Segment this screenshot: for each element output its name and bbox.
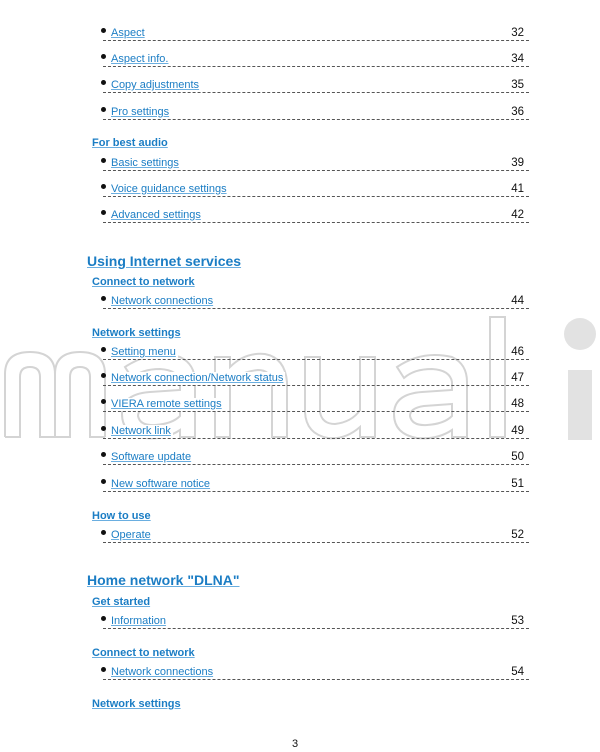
- bullet-icon: [101, 479, 106, 484]
- dotted-leader: [103, 92, 529, 93]
- toc-entry-link[interactable]: Information: [111, 615, 167, 627]
- dotted-leader: [103, 542, 529, 543]
- dotted-leader: [103, 438, 529, 439]
- section-heading-link[interactable]: Home network "DLNA": [87, 572, 240, 588]
- dotted-leader: [103, 491, 529, 492]
- toc-entry[interactable]: [101, 106, 529, 122]
- toc-entry-link[interactable]: Basic settings: [111, 157, 179, 169]
- toc-entry-page: 32: [511, 27, 524, 39]
- toc-entry-page: 54: [511, 666, 524, 678]
- toc-entry-page: 44: [511, 295, 524, 307]
- dotted-leader: [103, 679, 529, 680]
- bullet-icon: [101, 28, 106, 33]
- toc-entry[interactable]: [101, 425, 529, 441]
- toc-entry-link[interactable]: Aspect: [111, 27, 145, 39]
- toc-entry[interactable]: [101, 157, 529, 173]
- toc-entry-link[interactable]: VIERA remote settings: [111, 398, 222, 410]
- bullet-icon: [101, 667, 106, 672]
- dotted-leader: [103, 385, 529, 386]
- toc-entry-page: 41: [511, 183, 524, 195]
- toc-entry-link[interactable]: Network connections: [111, 295, 214, 307]
- toc-entry-page: 48: [511, 398, 524, 410]
- toc-entry-link[interactable]: Network connection/Network status: [111, 372, 284, 384]
- dotted-leader: [103, 359, 529, 360]
- toc-entry-link[interactable]: Operate: [111, 529, 151, 541]
- toc-entry-link[interactable]: Advanced settings: [111, 209, 201, 221]
- dotted-leader: [103, 66, 529, 67]
- toc-entry[interactable]: [101, 27, 529, 43]
- bullet-icon: [101, 107, 106, 112]
- toc-entry-page: 42: [511, 209, 524, 221]
- bullet-icon: [101, 296, 106, 301]
- dotted-leader: [103, 119, 529, 120]
- toc-entry[interactable]: [101, 295, 529, 311]
- toc-entry-link[interactable]: Setting menu: [111, 346, 176, 358]
- dotted-leader: [103, 308, 529, 309]
- bullet-icon: [101, 399, 106, 404]
- toc-entry[interactable]: [101, 666, 529, 682]
- toc-entry[interactable]: [101, 53, 529, 69]
- dotted-leader: [103, 464, 529, 465]
- bullet-icon: [101, 158, 106, 163]
- toc-entry-page: 36: [511, 106, 524, 118]
- dotted-leader: [103, 40, 529, 41]
- toc-entry-page: 47: [511, 372, 524, 384]
- bullet-icon: [101, 347, 106, 352]
- dotted-leader: [103, 411, 529, 412]
- bullet-icon: [101, 426, 106, 431]
- dotted-leader: [103, 222, 529, 223]
- bullet-icon: [101, 530, 106, 535]
- subsection-heading-link[interactable]: Network settings: [92, 698, 181, 710]
- subsection-heading-link[interactable]: Network settings: [92, 327, 181, 339]
- subsection-heading-link[interactable]: Get started: [92, 596, 151, 608]
- section-heading-link[interactable]: Using Internet services: [87, 253, 242, 269]
- toc-entry-link[interactable]: Voice guidance settings: [111, 183, 227, 195]
- toc-entry-page: 53: [511, 615, 524, 627]
- toc-entry-link[interactable]: Pro settings: [111, 106, 170, 118]
- toc-entry-page: 39: [511, 157, 524, 169]
- bullet-icon: [101, 373, 106, 378]
- page-number: 3: [292, 738, 299, 750]
- dotted-leader: [103, 170, 529, 171]
- toc-entry-page: 50: [511, 451, 524, 463]
- bullet-icon: [101, 80, 106, 85]
- bullet-icon: [101, 616, 106, 621]
- toc-entry-page: 49: [511, 425, 524, 437]
- toc-entry[interactable]: [101, 346, 529, 362]
- toc-entry[interactable]: [101, 183, 529, 199]
- toc-entry-page: 46: [511, 346, 524, 358]
- toc-entry[interactable]: [101, 79, 529, 95]
- dotted-leader: [103, 628, 529, 629]
- subsection-heading-link[interactable]: Connect to network: [92, 647, 195, 659]
- toc-entry-page: 52: [511, 529, 524, 541]
- bullet-icon: [101, 452, 106, 457]
- toc-entry-link[interactable]: Aspect info.: [111, 53, 169, 65]
- toc-entry[interactable]: [101, 398, 529, 414]
- toc-entry-page: 35: [511, 79, 524, 91]
- toc-entry-page: 34: [511, 53, 524, 65]
- toc-entry[interactable]: [101, 372, 529, 388]
- toc-entry[interactable]: [101, 478, 529, 494]
- subsection-heading-link[interactable]: For best audio: [92, 137, 168, 149]
- toc-entry[interactable]: [101, 615, 529, 631]
- bullet-icon: [101, 210, 106, 215]
- toc-entry-link[interactable]: New software notice: [111, 478, 211, 490]
- toc-entry[interactable]: [101, 451, 529, 467]
- subsection-heading-link[interactable]: Connect to network: [92, 276, 195, 288]
- toc-entry-link[interactable]: Network connections: [111, 666, 214, 678]
- subsection-heading-link[interactable]: How to use: [92, 510, 151, 522]
- dotted-leader: [103, 196, 529, 197]
- toc-entry[interactable]: [101, 209, 529, 225]
- bullet-icon: [101, 184, 106, 189]
- bullet-icon: [101, 54, 106, 59]
- toc-entry-link[interactable]: Software update: [111, 451, 192, 463]
- toc-entry-page: 51: [511, 478, 524, 490]
- toc-entry-link[interactable]: Copy adjustments: [111, 79, 200, 91]
- toc-entry[interactable]: [101, 529, 529, 545]
- toc-entry-link[interactable]: Network link: [111, 425, 171, 437]
